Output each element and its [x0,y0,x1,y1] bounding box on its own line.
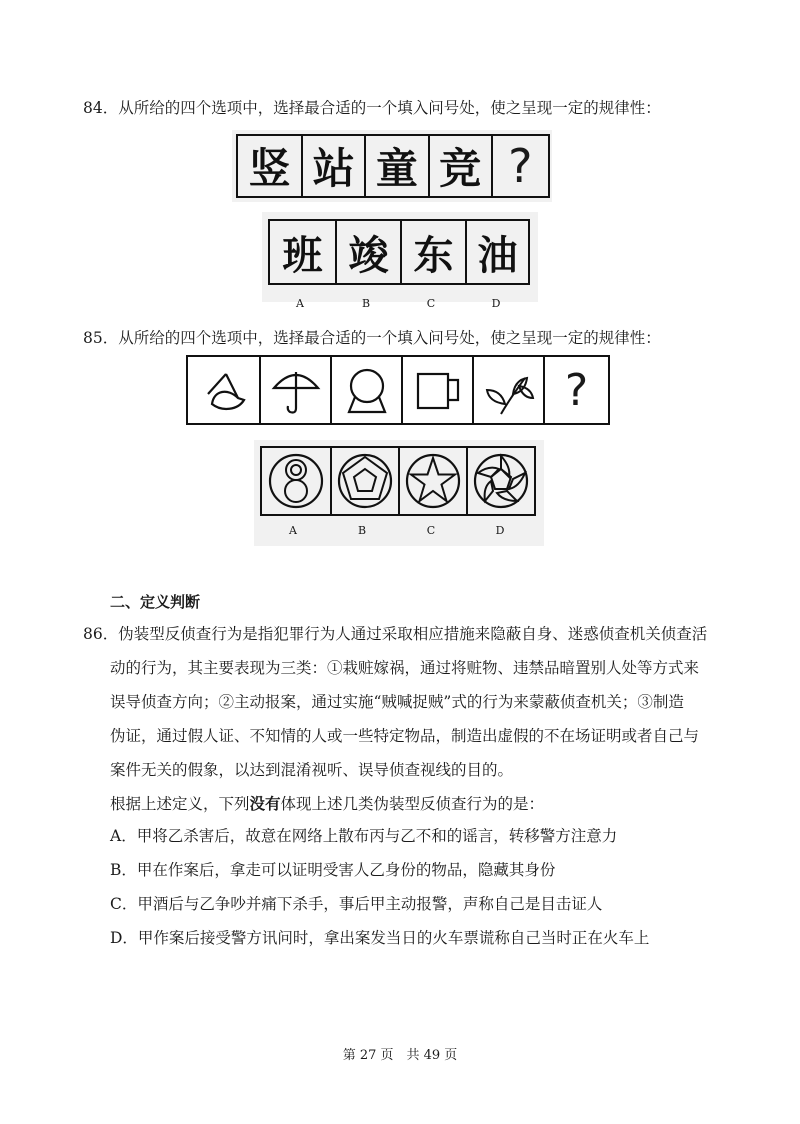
figure-eight-circle-icon [266,451,326,511]
q84-question-mark: ? [491,136,548,196]
q84-option-d-char: 油 [465,221,528,283]
q85-question-strip [186,355,610,425]
leaves-icon [479,360,539,420]
q84-letter-b: B [361,297,371,310]
q85-letter-d: D [495,524,505,537]
q85-question-mark: ? [543,357,608,423]
q84-letter-d: D [491,297,501,310]
q84-char-1: 竖 [248,144,291,193]
q86-prompt-after: 体现上述几类伪装型反侦查行为的是： [280,795,545,813]
pentagon-in-circle-icon [335,451,395,511]
star-in-circle-icon [403,451,463,511]
q86-option-a: A．甲将乙杀害后，故意在网络上散布丙与乙不和的谣言，转移警方注意力 [110,827,618,845]
q85-options-strip [260,446,536,516]
section-title: 二、定义判断 [110,593,201,611]
q84-char-4: 竞 [428,136,491,196]
q86-option-c: C．甲酒后与乙争吵并痛下杀手，事后甲主动报警，声称自己是目击证人 [110,895,603,913]
q84-letter-a: A [296,297,304,310]
q84-question-strip [236,134,550,198]
q86-option-d: D．甲作案后接受警方讯问时，拿出案发当日的火车票谎称自己当时正在火车上 [110,929,650,947]
q85-letter-a: A [289,524,297,537]
q86-line-1: 86．伪装型反侦查行为是指犯罪行为人通过采取相应措施来隐蔽自身、迷惑侦查机关侦查活 [83,625,708,643]
q85-cell-2 [259,357,330,423]
page-number: 第 27 页 共 49 页 [342,1048,458,1063]
q85-option-b [330,448,398,514]
q85-option-c [398,448,466,514]
mug-icon [408,360,468,420]
pinwheel-in-circle-icon [471,451,531,511]
q86-prompt-before: 根据上述定义，下列 [110,795,250,813]
q85-cell-4 [401,357,472,423]
q86-line-3: 误导侦查方向；②主动报案，通过实施“贼喊捉贼”式的行为来蒙蔽侦查机关；③制造 [110,693,684,711]
q84-options-strip [268,219,530,285]
q86-option-b: B．甲在作案后，拿走可以证明受害人乙身份的物品，隐藏其身份 [110,861,556,879]
q86-line-5: 案件无关的假象，以达到混淆视听、误导侦查视线的目的。 [110,761,514,779]
q86-line-4: 伪证，通过假人证、不知情的人或一些特定物品，制造出虚假的不在场证明或者自己与 [110,727,700,745]
q84-option-b-char: 竣 [335,221,400,283]
q84-title: 84．从所给的四个选项中，选择最合适的一个填入问号处，使之呈现一定的规律性： [83,99,661,117]
q84-char-3: 童 [364,136,427,196]
q85-cell-5 [472,357,543,423]
umbrella-icon [266,360,326,420]
q85-cell-3 [330,357,401,423]
q85-letter-c: C [426,524,436,537]
q85-option-d [466,448,534,514]
q86-prompt [110,794,544,814]
q85-letter-b: B [357,524,367,537]
q85-option-a [262,448,330,514]
curve-shape-icon [194,360,254,420]
q84-option-a-char: 班 [282,232,323,279]
crystal-ball-icon [337,360,397,420]
q84-letter-c: C [426,297,436,310]
q86-line-2: 动的行为，其主要表现为三类：①栽赃嫁祸，通过将赃物、违禁品暗置别人处等方式来 [110,659,700,677]
q84-char-2: 站 [301,136,364,196]
q86-prompt-emphasis: 没有 [249,794,281,813]
q84-option-c-char: 东 [400,221,465,283]
q85-title: 85．从所给的四个选项中，选择最合适的一个填入问号处，使之呈现一定的规律性： [83,329,661,347]
q85-cell-1 [188,357,259,423]
